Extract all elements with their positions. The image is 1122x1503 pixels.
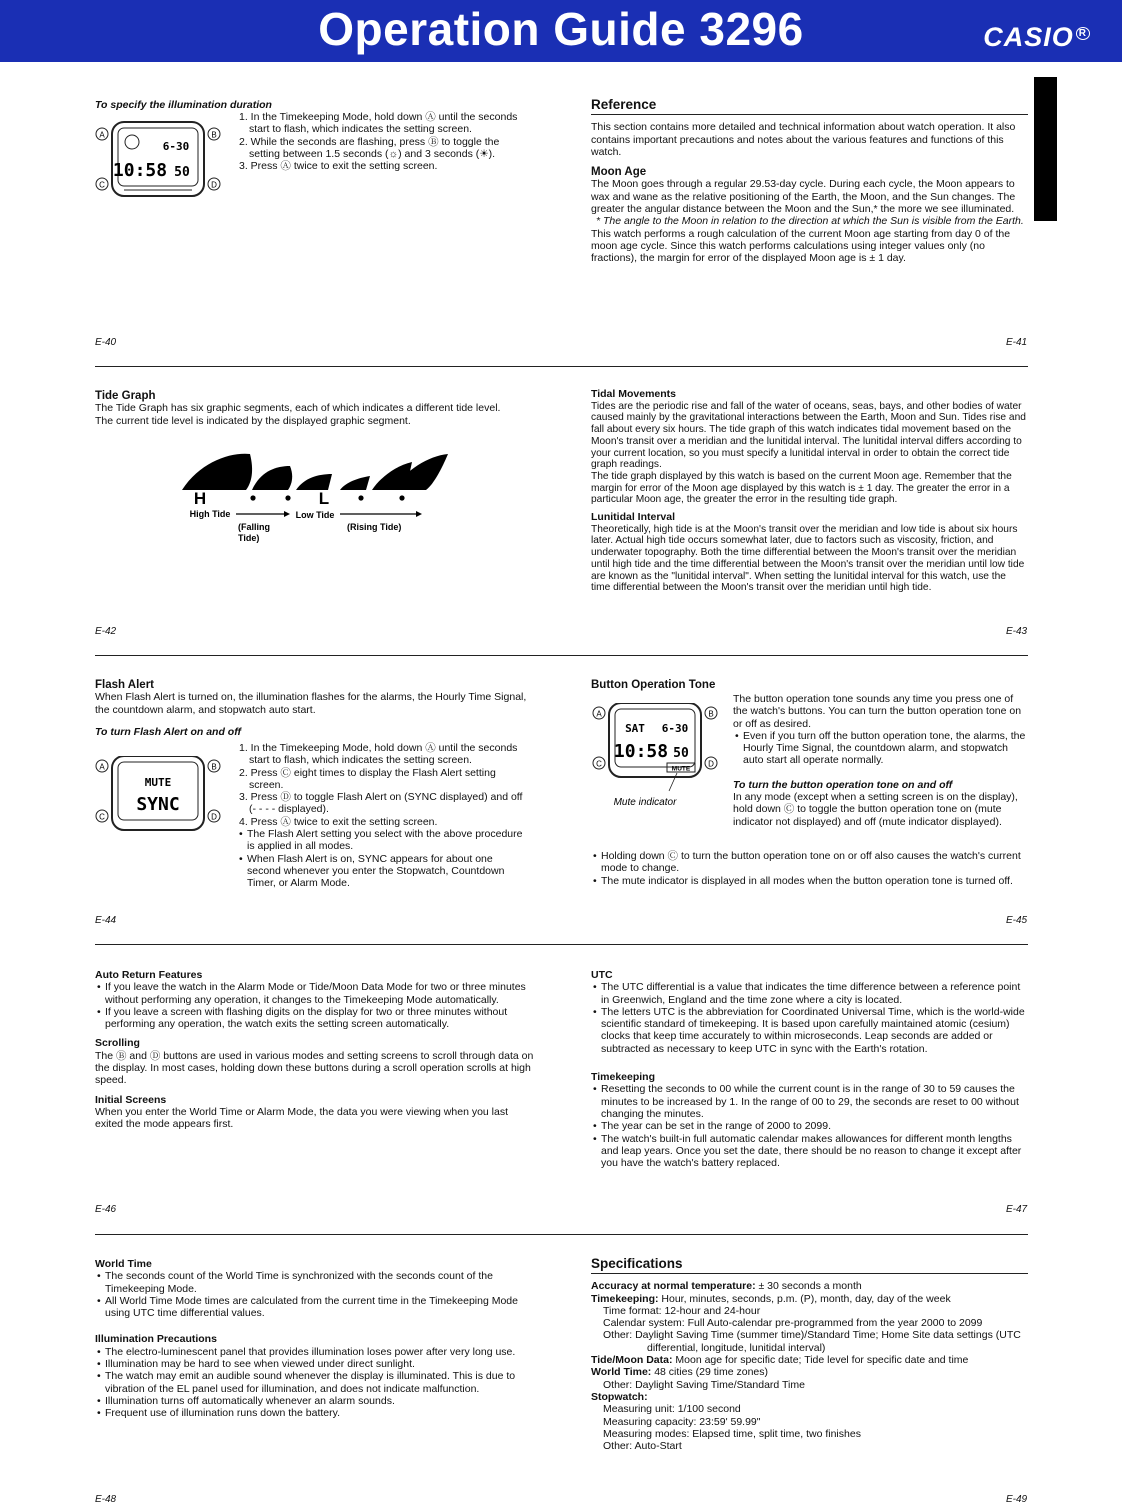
subheading: Tidal Movements: [591, 388, 676, 400]
step-1: 1. In the Timekeeping Mode, hold down Ⓐ until the seconds start to flash, which indicates the setting screen.: [239, 742, 518, 767]
page-number: E-47: [1006, 1204, 1028, 1215]
page-number: E-46: [95, 1204, 117, 1215]
bullet: • The watch's built-in full automatic calendar makes allowances for different month lengths and leap years. Once you set the date, there should be no reason to change it except after you have the watch's battery replaced.: [591, 1133, 1028, 1170]
bullet: • Illumination turns off automatically whenever an alarm sounds.: [95, 1395, 535, 1407]
paragraph: Tides are the periodic rise and fall of the water of oceans, seas, bays, and other bodies of water caused mainly by the gravitational interactions between the Earth, Moon and Sun. Tides rise and fall about every six hours. The tide graph of this watch indicates tidal movement based on the Moon's transit over a meridian and the lunitidal interval. The lunitidal interval differs according to your current location, so you must specify a lunitidal interval in order to obtain the correct tide graph readings.: [591, 400, 1026, 471]
procedure-heading: To turn the button operation tone on and off: [733, 778, 953, 791]
paragraph: The Tide Graph has six graphic segments, each of which indicates a different tide level. The current tide level is indicated by the displayed graphic segment.: [95, 402, 501, 427]
svg-text:10:58: 10:58: [112, 160, 168, 181]
section-reference: [591, 99, 1028, 265]
svg-text:MUTE: MUTE: [671, 765, 691, 773]
page-number: E-48: [95, 1494, 117, 1503]
section-flash-alert: [95, 679, 535, 738]
svg-text:(Rising Tide): (Rising Tide): [347, 522, 402, 532]
section-heading: Flash Alert: [95, 679, 155, 691]
paragraph: The button operation tone sounds any time you press one of the watch's buttons. You can turn the button operation tone on or off as desired.: [733, 693, 1022, 730]
page-number: E-41: [1006, 337, 1028, 348]
section-heading: Tide Graph: [95, 390, 156, 402]
subheading: Scrolling: [95, 1037, 140, 1050]
bullet: • If you leave the watch in the Alarm Mode or Tide/Moon Data Mode for two or three minutes without performing any operation, it changes to the Timekeeping Mode automatically.: [95, 981, 535, 1006]
section-auto-return: [95, 969, 535, 1131]
subheading: UTC: [591, 969, 613, 981]
step-2: 2. Press Ⓒ eight times to display the Flash Alert setting screen.: [239, 766, 496, 791]
subheading: Initial Screens: [95, 1093, 167, 1106]
svg-text:SAT: SAT: [625, 722, 645, 735]
svg-text:Low Tide: Low Tide: [295, 510, 335, 520]
paragraph: The Ⓑ and Ⓓ buttons are used in various modes and setting screens to scroll through data on the display. In most cases, holding down these buttons during a scroll operation scrolls at high speed.: [95, 1049, 534, 1087]
section-button-tone: [733, 693, 1028, 828]
step-3: 3. Press Ⓓ to toggle Flash Alert on (SYNC displayed) and off (- - - - displayed).: [239, 791, 523, 816]
section-tidal-movements: [591, 389, 1028, 594]
section-illumination-duration: [95, 99, 535, 111]
step-2: 2. While the seconds are flashing, press Ⓑ to toggle the setting between 1.5 seconds (☼) and 3 seconds (☀).: [239, 135, 500, 160]
svg-text:B: B: [708, 709, 714, 719]
bullet: • Frequent use of illumination runs down the battery.: [95, 1407, 535, 1419]
subheading: Auto Return Features: [95, 969, 203, 981]
subheading: Illumination Precautions: [95, 1333, 217, 1346]
svg-text:50: 50: [174, 165, 190, 180]
section-tab: [1034, 77, 1057, 221]
svg-text:D: D: [211, 812, 217, 822]
illumination-steps: [237, 111, 529, 172]
svg-text:10:58: 10:58: [613, 741, 669, 762]
flash-alert-steps: [237, 742, 529, 890]
step-4: 4. Press Ⓐ twice to exit the setting screen.: [239, 815, 438, 828]
subheading: Moon Age: [591, 166, 647, 179]
bullet: • If you leave a screen with flashing digits on the display for two or three minutes without performing any operation, the watch exits the setting screen automatically.: [95, 1006, 535, 1031]
svg-text:C: C: [99, 812, 105, 822]
page-number: E-42: [95, 626, 117, 637]
svg-text:C: C: [99, 180, 105, 190]
bullet: • The watch may emit an audible sound whenever the display is illuminated. This is due to vibration of the EL panel used for illumination, and does not indicate malfunction.: [95, 1370, 535, 1395]
bullet: • All World Time Mode times are calculated from the current time in the Timekeeping Mode using UTC time differential values.: [95, 1295, 535, 1320]
bullet: • The mute indicator is displayed in all modes when the button operation tone is turned off.: [591, 875, 1028, 887]
watch-display-illumination: [94, 118, 224, 200]
divider: [95, 366, 1028, 367]
section-heading: Button Operation Tone: [591, 679, 716, 691]
section-heading: To specify the illumination duration: [95, 99, 272, 111]
svg-text:50: 50: [673, 746, 689, 761]
paragraph: The tide graph displayed by this watch is based on the current Moon age. Remember that the margin for error of the Moon age displayed by this watch is ± 1 day. The greater the error in a particular Moon age, the greater the error in the resulting tide graph.: [591, 470, 1012, 506]
svg-text:D: D: [708, 759, 714, 769]
bullet: • The UTC differential is a value that indicates the time difference between a reference point in Greenwich, England and the time zone where a city is located.: [591, 981, 1028, 1006]
bullet: • The seconds count of the World Time is synchronized with the seconds count of the Timekeeping Mode.: [95, 1270, 535, 1295]
section-heading: Specifications: [591, 1258, 1028, 1274]
footnote: * The angle to the Moon in relation to the direction at which the Sun is visible from the Earth.: [596, 215, 1024, 228]
button-tone-notes: [591, 850, 1028, 887]
procedure-heading: To turn Flash Alert on and off: [95, 725, 242, 738]
bullet: • When Flash Alert is on, SYNC appears for about one second whenever you enter the Stopwatch, Countdown Timer, or Alarm Mode.: [237, 853, 529, 890]
page-number: E-43: [1006, 626, 1028, 637]
divider: [95, 655, 1028, 656]
section-tide-graph: [95, 390, 515, 427]
watch-display-mute: [591, 703, 725, 807]
section-utc: [591, 969, 1028, 1169]
bullet: • The year can be set in the range of 2000 to 2099.: [591, 1120, 1028, 1132]
header-bar: [0, 0, 1122, 62]
section-specifications: Specifications Accuracy at normal temperature: ± 30 seconds a month Timekeeping: Hour, minutes, seconds, p.m. (P), month, day, day of the week Time format: 12-hour and 24-hour Calendar system: Full Auto-calendar pre-programmed from the year 2000 to 2099 Other: Daylight Saving Time (summer time)/Standard Time; Home Site data settings (UTC differential, longitude, lunitidal interval) Tide/Moon Data: Moon age for specific date; Tide level for specific date and time World Time: 48 cities (29 time zones) Other: Daylight Saving Time/Standard Time Stopwatch: Measuring unit: 1/100 second Measuring capacity: 23:59' 59.99" Measuring modes: Elapsed time, split time, two finishes Other: Auto-Start: [591, 1258, 1028, 1452]
svg-text:Tide): Tide): [238, 533, 260, 543]
paragraph: Theoretically, high tide is at the Moon's transit over the meridian and low tide is about six hours later. Actual high tide occurs somewhat later, due to factors such as viscosity, friction, and underwater topography. Both the time differential between the Moon's transit over the meridian until high tide and the time differential between the Moon's transit over the meridian until low tide are known as the "lunitidal interval". When setting the lunitidal interval for this watch, use the time differential between the Moon's transit over the meridian until high tide.: [591, 523, 1025, 594]
section-heading: Reference: [591, 99, 1028, 115]
svg-text:B: B: [211, 130, 217, 140]
page-number: E-49: [1006, 1494, 1028, 1503]
svg-text:6-30: 6-30: [162, 140, 190, 153]
page-title: Operation Guide 3296: [318, 3, 804, 55]
divider: [95, 944, 1028, 945]
paragraph: This section contains more detailed and technical information about watch operation. It also contains important precautions and notes about the various features and functions of this watch.: [591, 121, 1016, 158]
bullet: • Holding down Ⓒ to turn the button operation tone on or off also causes the watch's current mode to change.: [591, 850, 1028, 875]
watch-display-flash-alert: [94, 756, 224, 838]
paragraph: When Flash Alert is turned on, the illumination flashes for the alarms, the Hourly Time Signal, the countdown alarm, and stopwatch auto start.: [95, 691, 527, 716]
svg-text:H: H: [193, 489, 207, 508]
bullet: • The electro-luminescent panel that provides illumination loses power after very long use.: [95, 1346, 535, 1358]
page-number: E-45: [1006, 915, 1028, 926]
svg-text:A: A: [99, 130, 105, 140]
page-number: E-44: [95, 915, 117, 926]
subheading: Lunitidal Interval: [591, 511, 676, 524]
svg-text:C: C: [596, 759, 602, 769]
step-1: 1. In the Timekeeping Mode, hold down Ⓐ until the seconds start to flash, which indicates the setting screen.: [239, 111, 518, 136]
subheading: World Time: [95, 1258, 152, 1270]
paragraph: In any mode (except when a setting screen is on the display), hold down Ⓒ to toggle the button operation tone on (mute indicator not displayed) and off (mute indicator displayed).: [733, 791, 1018, 828]
bullet: • The Flash Alert setting you select with the above procedure is applied in all modes.: [237, 828, 529, 853]
svg-text:A: A: [99, 762, 105, 772]
section-button-tone-heading: [591, 679, 731, 691]
subheading: Timekeeping: [591, 1071, 655, 1084]
bullet: • Illumination may be hard to see when viewed under direct sunlight.: [95, 1358, 535, 1370]
divider: [95, 1234, 1028, 1235]
paragraph: When you enter the World Time or Alarm Mode, the data you were viewing when you last exited the mode appears first.: [95, 1105, 509, 1131]
svg-text:B: B: [211, 762, 217, 772]
svg-text:L: L: [318, 489, 330, 508]
svg-text:6-30: 6-30: [661, 722, 689, 735]
svg-text:D: D: [211, 180, 217, 190]
casio-logo: CASIO $^R$: [983, 22, 1090, 53]
svg-text:MUTE: MUTE: [144, 776, 172, 789]
paragraph: The Moon goes through a regular 29.53-day cycle. During each cycle, the Moon appears to wax and wane as the relative positioning of the Earth, the Moon, and the Sun changes. The greater the angular distance between the Moon and the Sun,* the more we see illuminated.: [591, 178, 1016, 216]
paragraph: This watch performs a rough calculation of the current Moon age starting from day 0 of the moon age cycle. Since this watch performs calculations using integer values only (no fractions), the margin for error of the displayed Moon age is ± 1 day.: [591, 227, 1011, 265]
tide-graph-diagram: [180, 450, 450, 546]
svg-text:A: A: [596, 709, 602, 719]
bullet: • Resetting the seconds to 00 while the current count is in the range of 30 to 59 causes the minutes to be increased by 1. In the range of 00 to 29, the seconds are reset to 00 without changing the minutes.: [591, 1083, 1028, 1120]
page-number: E-40: [95, 337, 117, 348]
bullet: • Even if you turn off the button operation tone, the alarms, the Hourly Time Signal, the countdown alarm, and stopwatch auto start all operate normally.: [733, 730, 1028, 767]
section-world-time: [95, 1258, 535, 1420]
svg-text:SYNC: SYNC: [136, 794, 180, 815]
bullet: • The letters UTC is the abbreviation for Coordinated Universal Time, which is the world-wide scientific standard of timekeeping. It is based upon carefully maintained atomic (cesium) clocks that keep time accurately to within microseconds. Leap seconds are added or subtracted as necessary to keep UTC in sync with the Earth's rotation.: [591, 1006, 1028, 1055]
svg-text:High Tide: High Tide: [189, 509, 231, 519]
svg-text:Mute indicator: Mute indicator: [613, 797, 677, 807]
step-3: 3. Press Ⓐ twice to exit the setting screen.: [239, 160, 438, 173]
svg-text:(Falling: (Falling: [238, 522, 270, 532]
